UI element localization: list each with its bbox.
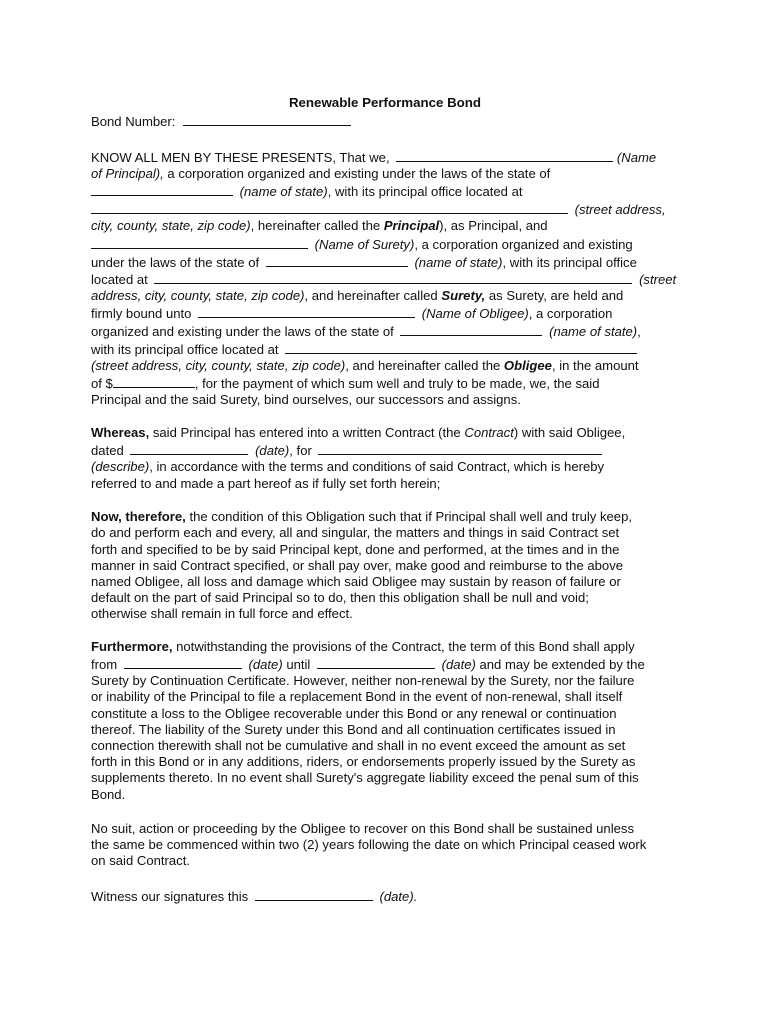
p1-line-14: [91, 374, 600, 392]
contract-term: Contract: [464, 425, 514, 440]
name-of-state-label-2: (name of state): [414, 255, 503, 270]
p1-line-10: [91, 304, 612, 322]
p3-line-1: [91, 508, 632, 525]
name-of-state-label: (name of state): [239, 184, 328, 199]
start-date-blank[interactable]: [124, 655, 242, 669]
p4-line-10: Bond.: [91, 787, 126, 802]
p4-line-9: supplements thereto. In no event shall Surety's aggregate liability exceed the penal sum of this: [91, 770, 639, 785]
p1-line-11: [91, 322, 641, 340]
p6-line-1: [91, 887, 417, 905]
bond-number-label: Bond Number:: [91, 114, 176, 129]
obligee-name-blank[interactable]: [198, 304, 415, 318]
hereinafter-surety-text: , and hereinafter called: [304, 288, 442, 303]
hereinafter-text: , hereinafter called the: [250, 218, 384, 233]
name-of-obligee-label: (Name of Obligee): [421, 306, 529, 321]
from-text: from: [91, 657, 118, 672]
p4-line-7: connection therewith shall not be cumulative and shall in no event exceed the amount as set: [91, 738, 626, 753]
p4-line-8: forth in this Bond or in any additions, riders, or endorsements properly issued by the Surety as: [91, 754, 636, 769]
in-accordance-text: , in accordance with the terms and conditions of said Contract, which is hereby: [149, 459, 605, 474]
p2-line-1: [91, 424, 625, 441]
firmly-bound-text: firmly bound unto: [91, 306, 192, 321]
p1-line-15: Principal and the said Surety, bind ourselves, our successors and assigns.: [91, 392, 521, 407]
whereas-heading: Whereas,: [91, 425, 150, 440]
of-dollar-text: of $: [91, 376, 113, 391]
name-of-state-label-3: (name of state): [549, 324, 638, 339]
p4-line-2: [91, 655, 645, 673]
corp-organized-text: a corporation organized and existing under the laws of the state of: [163, 166, 551, 181]
witness-date-blank[interactable]: [255, 887, 373, 901]
for-text: , for: [289, 443, 312, 458]
bond-number-line: [91, 112, 351, 130]
under-laws-text: under the laws of the state of: [91, 255, 260, 270]
street-address-label-cont: city, county, state, zip code): [91, 218, 251, 233]
name-of-surety-label: (Name of Surety): [314, 237, 415, 252]
p3-line-5: named Obligee, all loss and damage which said Obligee may sustain by reason of failure or: [91, 574, 621, 589]
contract-date-blank[interactable]: [130, 441, 248, 455]
p1-line-8: [91, 270, 676, 288]
corp-organized-text-2: , a corporation organized and existing: [414, 237, 633, 252]
p2-line-2: [91, 441, 602, 459]
obligee-address-blank[interactable]: [285, 340, 637, 354]
p1-line-2: [91, 165, 550, 182]
organized-existing-text: organized and existing under the laws of the state of: [91, 324, 394, 339]
principal-term: Principal: [383, 218, 440, 233]
street-address-full-label: (street address, city, county, state, zip code): [91, 358, 346, 373]
principal-office-text: , with its principal office located at: [327, 184, 523, 199]
principal-name-blank[interactable]: [396, 148, 613, 162]
name-of-principal-label-cont: of Principal),: [91, 166, 164, 181]
obligee-term: Obligee: [503, 358, 552, 373]
know-all-text: KNOW ALL MEN BY THESE PRESENTS, That we,: [91, 150, 390, 165]
p1-line-4: [91, 200, 666, 218]
p4-line-6: thereof. The liability of the Surety under this Bond and all continuation certificates issued in: [91, 722, 616, 737]
p4-line-1: [91, 638, 635, 655]
as-principal-text: ), as Principal, and: [439, 218, 548, 233]
p1-line-12: [91, 340, 637, 358]
furthermore-heading: Furthermore,: [91, 639, 173, 654]
p3-line-4: manner in said Contract specified, or shall pay over, make good and reimburse to the above: [91, 558, 624, 573]
amount-blank[interactable]: [113, 374, 195, 388]
principal-address-blank[interactable]: [91, 200, 568, 214]
street-label: (street: [639, 272, 677, 287]
name-of-principal-label: (Name: [616, 150, 657, 165]
p3-line-2: do and perform each and every, all and singular, the matters and things in said Contract set: [91, 525, 620, 540]
principal-state-blank[interactable]: [91, 182, 233, 196]
street-label-cont: address, city, county, state, zip code): [91, 288, 305, 303]
now-therefore-heading: Now, therefore,: [91, 509, 186, 524]
street-address-label: (street address,: [574, 202, 666, 217]
with-office-text: with its principal office located at: [91, 342, 279, 357]
p5-line-3: on said Contract.: [91, 853, 190, 868]
bond-number-blank[interactable]: [183, 112, 351, 126]
hereinafter-obligee-text: , and hereinafter called the: [345, 358, 504, 373]
p4-text: notwithstanding the provisions of the Contract, the term of this Bond shall apply: [172, 639, 635, 654]
p1-line-1: [91, 148, 656, 166]
surety-term: Surety,: [441, 288, 486, 303]
as-surety-text: as Surety, are held and: [485, 288, 624, 303]
p3-line-3: forth and specified to be by said Principal kept, done and performed, at the times and in the: [91, 542, 620, 557]
p4-line-5: constitute a loss to the Obligee recoverable under this Bond or any renewal or continuation: [91, 706, 617, 721]
until-text: until: [282, 657, 311, 672]
p1-line-6: [91, 235, 633, 253]
p1-line-5: [91, 217, 548, 234]
p5-line-1: No suit, action or proceeding by the Obligee to recover on this Bond shall be sustained unless: [91, 821, 634, 836]
start-date-label: (date): [248, 657, 283, 672]
witness-date-label: (date).: [379, 889, 418, 904]
principal-office-text-2: , with its principal office: [502, 255, 637, 270]
p1-line-9: [91, 287, 623, 304]
a-corporation-text: , a corporation: [528, 306, 613, 321]
comma-text: ,: [637, 324, 641, 339]
p1-line-13: [91, 357, 639, 374]
witness-text: Witness our signatures this: [91, 889, 249, 904]
said-principal-text: said Principal has entered into a written Contract (the: [149, 425, 465, 440]
surety-address-blank[interactable]: [154, 270, 632, 284]
p2-line-3: [91, 458, 604, 475]
obligee-state-blank[interactable]: [400, 322, 542, 336]
p4-line-4: or inability of the Principal to file a replacement Bond in the event of non-renewal, shall itself: [91, 689, 623, 704]
p1-line-7: [91, 253, 637, 271]
p2-line-4: referred to and made a part hereof as if fully set forth herein;: [91, 476, 441, 491]
date-label: (date): [255, 443, 290, 458]
for-payment-text: , for the payment of which sum well and truly to be made, we, the said: [194, 376, 600, 391]
p3-text: the condition of this Obligation such that if Principal shall well and truly keep,: [185, 509, 632, 524]
p3-line-6: default on the part of said Principal so to do, then this obligation shall be null and void;: [91, 590, 589, 605]
describe-label: (describe): [91, 459, 150, 474]
surety-name-blank[interactable]: [91, 235, 308, 249]
p1-line-3: [91, 182, 523, 200]
in-the-amount-text: , in the amount: [551, 358, 639, 373]
with-obligee-text: ) with said Obligee,: [513, 425, 626, 440]
p3-line-7: otherwise shall remain in full force and effect.: [91, 606, 353, 621]
p4-line-3: Surety by Continuation Certificate. However, neither non-renewal by the Surety, nor the failure: [91, 673, 635, 688]
surety-state-blank[interactable]: [266, 253, 408, 267]
located-at-text: located at: [91, 272, 148, 287]
end-date-label: (date): [441, 657, 476, 672]
extended-text: and may be extended by the: [475, 657, 645, 672]
p5-line-2: the same be commenced within two (2) years following the date on which Principal ceased work: [91, 837, 647, 852]
contract-description-blank[interactable]: [318, 441, 602, 455]
end-date-blank[interactable]: [317, 655, 435, 669]
dated-text: dated: [91, 443, 124, 458]
document-title: Renewable Performance Bond: [288, 95, 482, 110]
